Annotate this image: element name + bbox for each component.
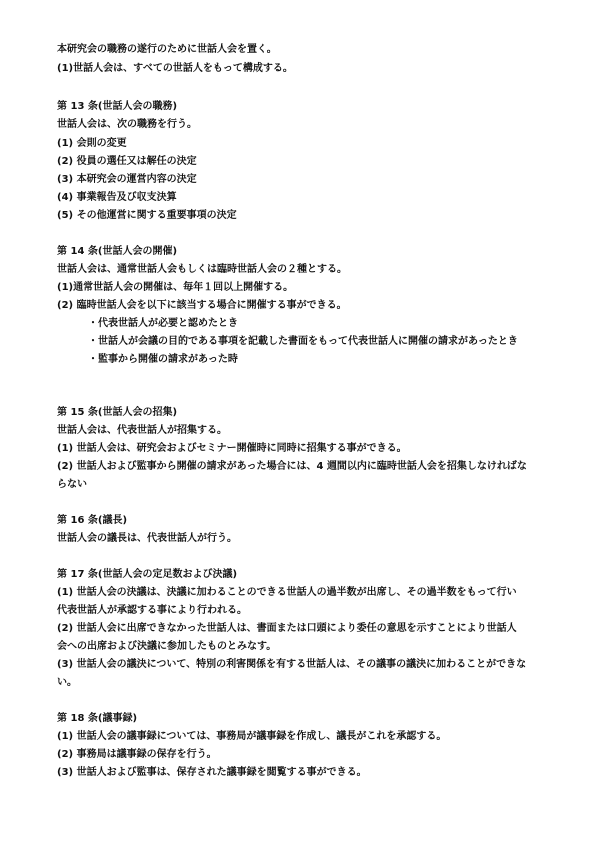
article-17-item: (2) 世話人会に出席できなかった世話人は、書面または口頭により委任の意思を示すことにより世話人 [57,623,517,634]
article-13-lead: 世話人会は、次の職務を行う。 [57,119,197,130]
article-16-lead: 世話人会の議長は、代表世話人が行う。 [57,533,237,544]
article-14-bullet: ・世話人が会議の目的である事項を記載した書面をもって代表世話人に開催の請求があったとき [88,336,518,347]
article-13-item: (2) 役員の選任又は解任の決定 [57,156,197,167]
article-15-heading: 第 15 条(世話人会の招集) [57,407,178,418]
article-13-item: (3) 本研究会の運営内容の決定 [57,174,197,185]
article-14-bullet: ・代表世話人が必要と認めたとき [88,318,238,329]
article-17-item: (3) 世話人会の議決について、特別の利害関係を有する世話人は、その議事の議決に加わることができな [57,659,527,670]
article-15-item-continued: らない [57,479,87,490]
intro-item: (1)世話人会は、すべての世話人をもって構成する。 [57,63,293,74]
article-13-item: (5) その他運営に関する重要事項の決定 [57,210,237,221]
article-18-item: (1) 世話人会の議事録については、事務局が議事録を作成し、議長がこれを承認する。 [57,731,447,742]
article-14-heading: 第 14 条(世話人会の開催) [57,246,178,257]
article-15-item: (1) 世話人会は、研究会およびセミナー開催時に同時に招集する事ができる。 [57,443,407,454]
article-18-heading: 第 18 条(議事録) [57,713,138,724]
article-14-item: (1)通常世話人会の開催は、毎年１回以上開催する。 [57,282,294,293]
article-13-item: (4) 事業報告及び収支決算 [57,192,177,203]
article-18-item: (3) 世話人および監事は、保存された議事録を閲覧する事ができる。 [57,767,367,778]
article-16-heading: 第 16 条(議長) [57,515,128,526]
intro-line: 本研究会の職務の遂行のために世話人会を置く。 [57,44,277,55]
article-15-lead: 世話人会は、代表世話人が招集する。 [57,425,227,436]
article-18-item: (2) 事務局は議事録の保存を行う。 [57,749,217,760]
article-17-heading: 第 17 条(世話人会の定足数および決議) [57,569,238,580]
article-14-bullet: ・監事から開催の請求があった時 [88,354,238,365]
article-17-item: (1) 世話人会の決議は、決議に加わることのできる世話人の過半数が出席し、その過半数をもって行い [57,587,517,598]
article-13-item: (1) 会則の変更 [57,138,127,149]
article-15-item: (2) 世話人および監事から開催の請求があった場合には、4 週間以内に臨時世話人会を招集しなければな [57,461,527,472]
article-17-item-continued: 会への出席および決議に参加したものとみなす。 [57,641,277,652]
article-13-heading: 第 13 条(世話人会の職務) [57,101,178,112]
article-17-item-continued: 代表世話人が承認する事により行われる。 [57,605,247,616]
article-14-item: (2) 臨時世話人会を以下に該当する場合に開催する事ができる。 [57,300,347,311]
article-17-item-continued: い。 [57,677,77,688]
article-14-lead: 世話人会は、通常世話人会もしくは臨時世話人会の２種とする。 [57,264,347,275]
